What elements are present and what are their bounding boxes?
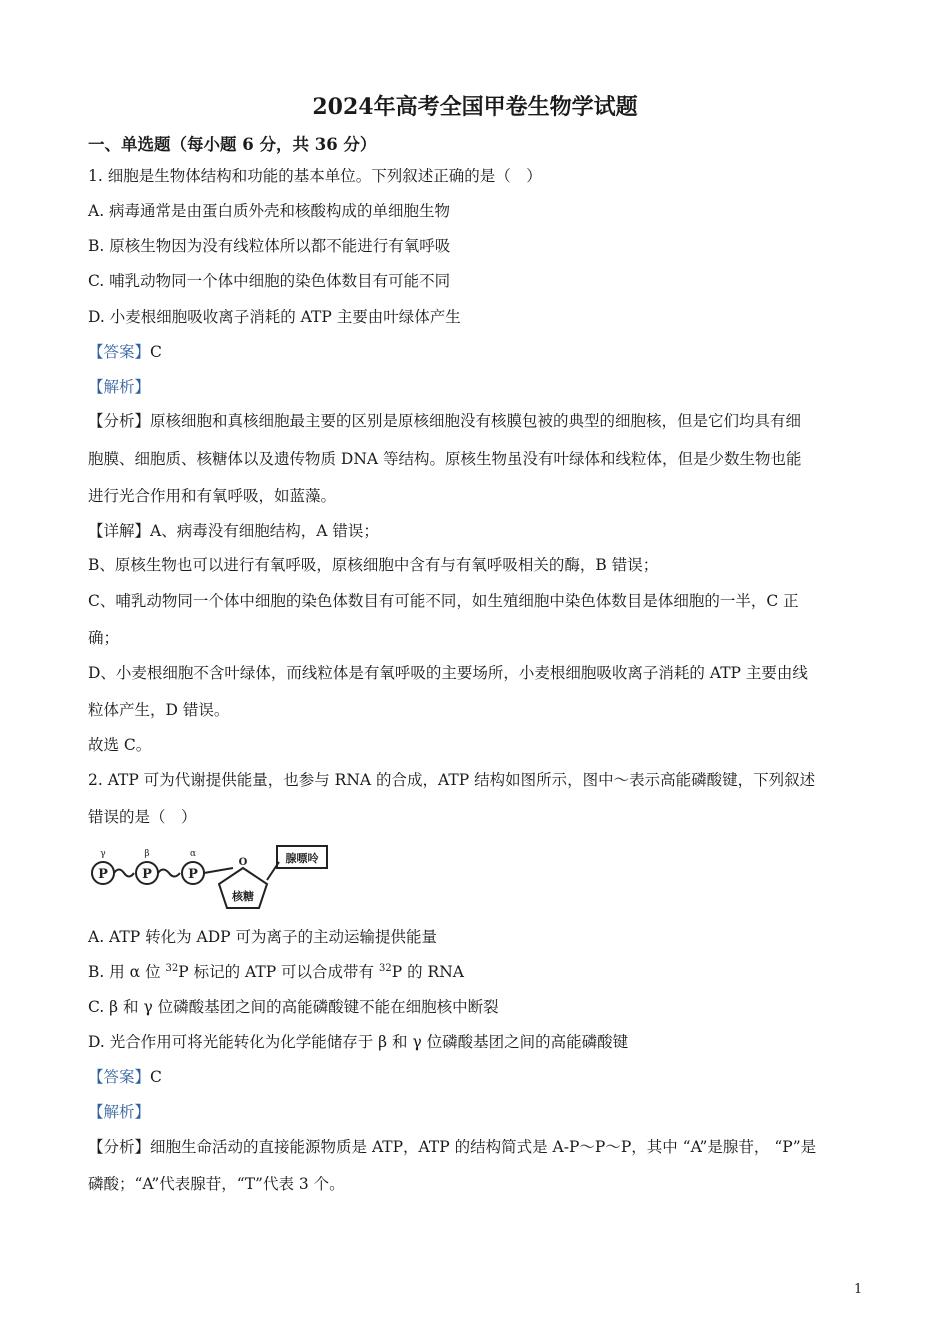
high-energy-bond-2 (158, 870, 180, 877)
q1-detail-line: B、原核生物也可以进行有氧呼吸，原核细胞中含有与有氧呼吸相关的酶，B 错误； (88, 556, 659, 574)
q2-analysis-line: 磷酸；“A”代表腺苷，“T”代表 3 个。 (88, 1175, 345, 1193)
ring-oxygen-label: O (238, 857, 248, 868)
analysis-label: 【分析】 (88, 412, 151, 430)
adenine-label: 腺嘌呤 (285, 852, 319, 865)
ester-bond-line (204, 868, 233, 873)
q1-analysis-line: 胞膜、细胞质、核糖体以及遗传物质 DNA 等结构。原核生物虽没有叶绿体和线粒体，但是少数生物也能 (88, 450, 802, 468)
gamma-label: γ (100, 849, 106, 859)
q1-detail-line: 粒体产生，D 错误。 (88, 701, 230, 719)
q1-analysis-line: 进行光合作用和有氧呼吸，如蓝藻。 (88, 487, 337, 505)
phosphate-beta-label: P (142, 867, 152, 882)
q1-jiexi-label: 【解析】 (88, 378, 151, 396)
phosphate-alpha-label: P (188, 867, 198, 882)
answer-label: 【答案】 (88, 343, 151, 361)
q2-option-d: D. 光合作用可将光能转化为化学能储存于 β 和 γ 位磷酸基团之间的高能磷酸键 (88, 1033, 629, 1051)
beta-label: β (144, 849, 150, 859)
detail-text: A、病毒没有细胞结构，A 错误； (150, 522, 379, 540)
analysis-text: 细胞生命活动的直接能源物质是 ATP，ATP 的结构简式是 A-P～P～P，其中 “A”是腺苷， “P”是 (150, 1138, 817, 1156)
answer-value: C (150, 1068, 162, 1086)
q1-detail-line (88, 520, 379, 542)
q1-option-a: A. 病毒通常是由蛋白质外壳和核酸构成的单细胞生物 (88, 202, 451, 220)
detail-label: 【详解】 (88, 522, 151, 540)
q2-jiexi-label: 【解析】 (88, 1103, 151, 1121)
section-heading: 一、单选题（每小题 6 分，共 36 分） (88, 135, 377, 154)
q2-analysis-line (88, 1136, 816, 1158)
q2-answer (88, 1066, 162, 1088)
q1-option-b: B. 原核生物因为没有线粒体所以都不能进行有氧呼吸 (88, 237, 451, 255)
q2-option-b (88, 961, 464, 983)
q2-option-b-part: P 标记的 ATP 可以合成带有 (178, 963, 379, 981)
q1-answer (88, 341, 162, 363)
ribose-label: 核糖 (232, 890, 254, 903)
page-title: 2024年高考全国甲卷生物学试题 (312, 94, 638, 120)
answer-label: 【答案】 (88, 1068, 151, 1086)
q1-detail-line: C、哺乳动物同一个体中细胞的染色体数目有可能不同，如生殖细胞中染色体数目是体细胞的一半，C 正 (88, 592, 799, 610)
q2-option-a: A. ATP 转化为 ADP 可为离子的主动运输提供能量 (88, 928, 437, 946)
q1-detail-line: D、小麦根细胞不含叶绿体，而线粒体是有氧呼吸的主要场所，小麦根细胞吸收离子消耗的 ATP 主要由线 (88, 664, 808, 682)
page-number: 1 (854, 1282, 863, 1297)
alpha-label: α (189, 849, 197, 859)
q2-option-c: C. β 和 γ 位磷酸基团之间的高能磷酸键不能在细胞核中断裂 (88, 998, 499, 1016)
analysis-label: 【分析】 (88, 1138, 151, 1156)
q2-option-b-part: P 的 RNA (391, 963, 464, 981)
q1-stem: 1. 细胞是生物体结构和功能的基本单位。下列叙述正确的是（ ） (88, 167, 542, 185)
q1-conclusion: 故选 C。 (88, 736, 152, 754)
q1-option-c: C. 哺乳动物同一个体中细胞的染色体数目有可能不同 (88, 272, 451, 290)
phosphate-gamma-label: P (98, 867, 108, 882)
q2-stem-line: 错误的是（ ） (88, 808, 197, 826)
q2-option-b-part: B. 用 α 位 (88, 963, 166, 981)
answer-value: C (150, 343, 162, 361)
isotope-superscript: 32 (165, 963, 179, 974)
q1-detail-line: 确； (88, 629, 120, 647)
isotope-superscript: 32 (379, 963, 392, 974)
q1-option-d: D. 小麦根细胞吸收离子消耗的 ATP 主要由叶绿体产生 (88, 308, 461, 326)
q2-stem-line: 2. ATP 可为代谢提供能量，也参与 RNA 的合成，ATP 结构如图所示，图中～表示高能磷酸键，下列叙述 (88, 771, 816, 789)
q1-analysis-line (88, 410, 801, 432)
high-energy-bond-1 (114, 870, 134, 877)
analysis-text: 原核细胞和真核细胞最主要的区别是原核细胞没有核膜包被的典型的细胞核，但是它们均具有细 (150, 412, 802, 430)
atp-structure-diagram (87, 840, 332, 915)
